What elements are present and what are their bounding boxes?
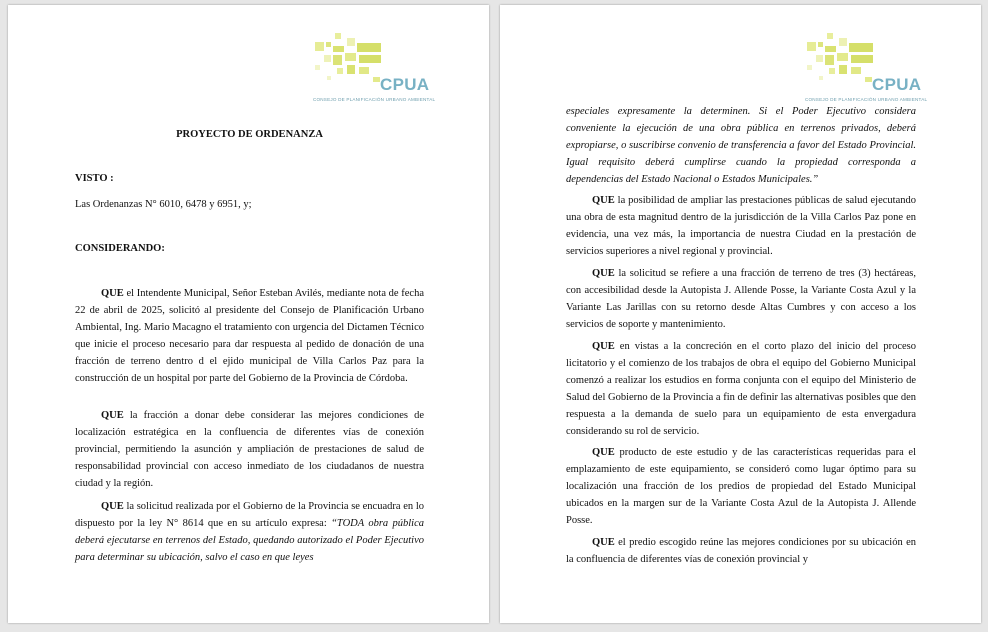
paragraph-1-text: el Intendente Municipal, Señor Esteban Avilés, mediante nota de fecha 22 de abril de 2025, solicitó al presidente del Consejo de Planificación Urbano Ambiental, Ing. Mario Macagno el tratamiento con urgencia del Dictamen Técnico que inicie el proceso necesario para dar respuesta al pedido de donación de una fracción de terreno dentro d el ejido municipal de Villa Carlos Paz para la construcción de un hospital por parte del Gobierno de la Provincia de Córdoba.	[75, 288, 424, 384]
paragraph-3-text: la solicitud realizada por el Gobierno de la Provincia se encuadra en lo dispuesto por la ley N° 8614 que en su artículo expresa:	[75, 501, 424, 529]
paragraph-8-que: QUE	[592, 537, 615, 548]
paragraph-7	[566, 444, 916, 529]
logo-brand: CPUA	[872, 75, 922, 94]
logo-subtitle: CONSEJO DE PLANIFICACIÓN URBANO AMBIENTAL	[805, 97, 928, 102]
paragraph-3	[75, 498, 424, 566]
cpua-logo	[805, 33, 928, 107]
document-title: PROYECTO DE ORDENANZA	[176, 129, 323, 140]
cpua-logo-mark	[805, 33, 875, 95]
paragraph-6-que: QUE	[592, 341, 615, 352]
paragraph-8	[566, 534, 916, 568]
paragraph-6	[566, 338, 916, 440]
paragraph-3-quote: “TODA obra pública deberá ejecutarse en terrenos del Estado, quedando autorizado el Poder Ejecutivo para determinar su ubicación, salvo el caso en que leyes	[75, 518, 424, 563]
paragraph-4	[566, 192, 916, 260]
paragraph-3-que: QUE	[101, 501, 124, 512]
paragraph-5	[566, 265, 916, 333]
paragraph-7-que: QUE	[592, 447, 615, 458]
cpua-logo-mark	[313, 33, 383, 95]
paragraph-6-text: en vistas a la concreción en el corto plazo del inicio del proceso licitatorio y el comienzo de los trabajos de obra el equipo del Gobierno Municipal comenzó a realizar los estudios en forma conjunta con el equipo del Ministerio de Salud del Gobierno de la Provincia a fin de definir las alternativas posibles que den respuesta a la demanda de suelo para un equipamiento de esta envergadura considerando su rol de servicio.	[566, 341, 916, 437]
paragraph-8-text: el predio escogido reúne las mejores condiciones por su ubicación en la confluencia de diferentes vías de conexión provincial y	[566, 537, 917, 565]
logo-brand: CPUA	[380, 75, 430, 94]
paragraph-5-que: QUE	[592, 268, 615, 279]
paragraph-5-text: la solicitud se refiere a una fracción de terreno de tres (3) hectáreas, con accesibilidad desde la Autopista J. Allende Posse, la Variante Costa Azul y la Variante Las Jarillas con su retorno desde Altas Cumbres y con acceso a los servicios de soporte y mantenimiento.	[566, 268, 916, 330]
document-page-left	[8, 5, 489, 623]
considerando-heading: CONSIDERANDO:	[75, 243, 165, 254]
paragraph-4-que: QUE	[592, 195, 615, 206]
paragraph-2	[75, 407, 424, 492]
document-page-right	[500, 5, 981, 623]
visto-text: Las Ordenanzas N° 6010, 6478 y 6951, y;	[75, 199, 252, 210]
paragraph-4-text: la posibilidad de ampliar las prestaciones públicas de salud ejecutando una obra de esta magnitud dentro de la jurisdicción de la Villa Carlos Paz pone en evidencia, una vez más, la importancia de nuestra Ciudad en la prestación de servicios superiores a nivel regional y provincial.	[566, 195, 916, 257]
quote-continuation: especiales expresamente la determinen. Si el Poder Ejecutivo considera conveniente la ejecución de una obra pública en terrenos privados, deberá expropiarse, o suscribirse convenio de transferencia a favor del Estado Provincial. Igual requisito deberá cumplirse cuando la propiedad corresponda a dependencias del Estado Nacional o Estados Municipales.”	[566, 106, 916, 185]
paragraph-1	[75, 285, 424, 387]
visto-heading: VISTO :	[75, 173, 114, 184]
paragraph-2-text: la fracción a donar debe considerar las mejores condiciones de localización estratégica en la confluencia de diferentes vías de conexión provincial, permitiendo la asunción y ampliación de prestaciones de salud de responsabilidad provincial con acceso inmediato de los ciudadanos de nuestra ciudad y la región.	[75, 410, 424, 489]
paragraph-1-que: QUE	[101, 288, 124, 299]
paragraph-7-text: producto de este estudio y de las características requeridas para el emplazamiento de este equipamiento, se consideró como lugar óptimo para su localización una fracción de los predios de propiedad del Estado Municipal ubicados en la margen sur de la Variante Costa Azul de la Autopista J. Allende Posse.	[566, 447, 917, 526]
cpua-logo	[313, 33, 436, 107]
paragraph-2-que: QUE	[101, 410, 124, 421]
logo-subtitle: CONSEJO DE PLANIFICACIÓN URBANO AMBIENTAL	[313, 97, 436, 102]
